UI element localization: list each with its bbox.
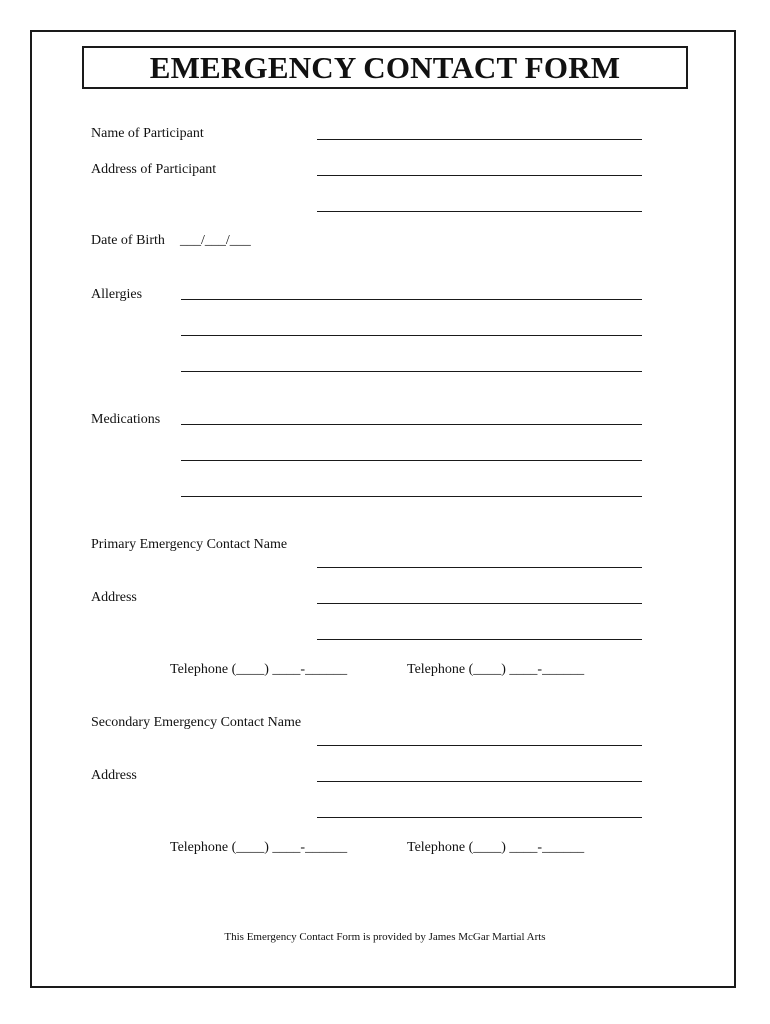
form-title: EMERGENCY CONTACT FORM <box>149 50 621 85</box>
allergies-line-1[interactable] <box>181 299 642 300</box>
medications-label: Medications <box>91 412 161 427</box>
medications-line-3[interactable] <box>181 496 642 497</box>
allergies-label: Allergies <box>91 287 143 302</box>
participant-name-label: Name of Participant <box>91 126 204 141</box>
secondary-address-line-2[interactable] <box>317 817 642 818</box>
primary-telephone-1[interactable]: Telephone (____) ____-______ <box>170 662 348 677</box>
primary-contact-name-label: Primary Emergency Contact Name <box>91 537 288 552</box>
primary-address-label: Address <box>91 590 137 605</box>
secondary-telephone-1[interactable]: Telephone (____) ____-______ <box>170 840 348 855</box>
primary-address-line-2[interactable] <box>317 639 642 640</box>
secondary-contact-name-label: Secondary Emergency Contact Name <box>91 715 302 730</box>
allergies-line-3[interactable] <box>181 371 642 372</box>
participant-name-line[interactable] <box>317 139 642 140</box>
secondary-address-label: Address <box>91 768 137 783</box>
medications-line-1[interactable] <box>181 424 642 425</box>
primary-address-line-1[interactable] <box>317 603 642 604</box>
secondary-address-line-1[interactable] <box>317 781 642 782</box>
dob-label: Date of Birth <box>91 233 165 248</box>
footer-note: This Emergency Contact Form is provided by James McGar Martial Arts <box>224 931 546 943</box>
participant-address-label: Address of Participant <box>91 162 217 177</box>
participant-address-line-2[interactable] <box>317 211 642 212</box>
participant-address-line-1[interactable] <box>317 175 642 176</box>
title-box <box>82 46 688 89</box>
primary-contact-name-line[interactable] <box>317 567 642 568</box>
allergies-line-2[interactable] <box>181 335 642 336</box>
secondary-contact-name-line[interactable] <box>317 745 642 746</box>
dob-blank[interactable]: ___/___/___ <box>180 233 251 248</box>
primary-telephone-2[interactable]: Telephone (____) ____-______ <box>407 662 585 677</box>
secondary-telephone-2[interactable]: Telephone (____) ____-______ <box>407 840 585 855</box>
medications-line-2[interactable] <box>181 460 642 461</box>
